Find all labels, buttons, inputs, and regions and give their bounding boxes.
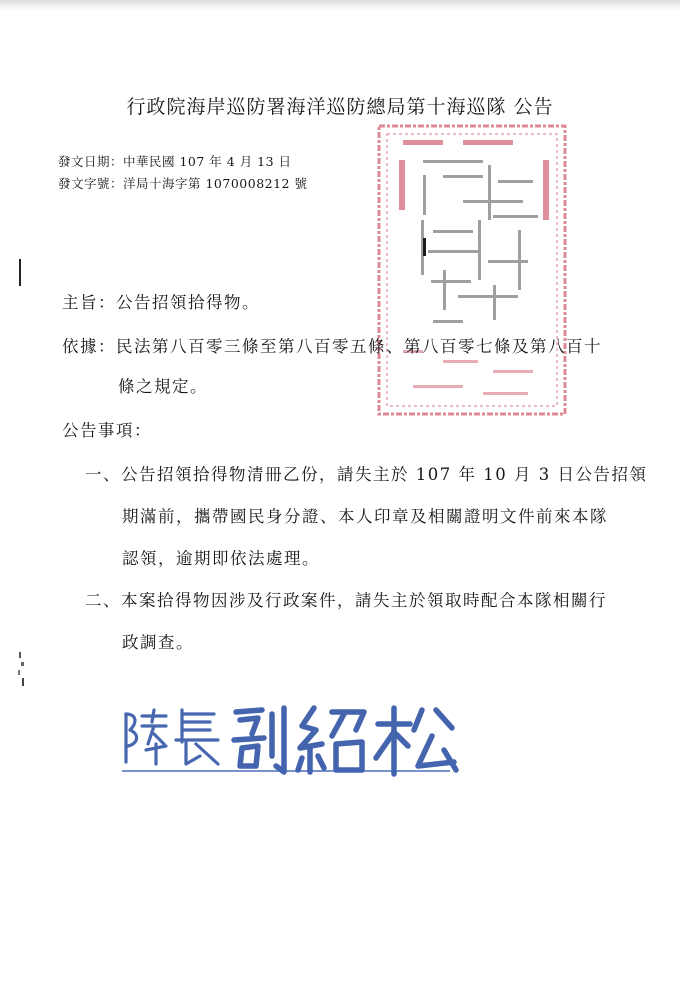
scan-specks — [16, 652, 28, 692]
subject-line: 主旨：公告招領拾得物。 — [62, 293, 260, 312]
notice-item-1-line-1: 一、公告招領拾得物清冊乙份，請失主於 107 年 10 月 3 日公告招領 — [85, 465, 648, 484]
scan-edge — [0, 0, 680, 10]
basis-line-1: 依據：民法第八百零三條至第八百零五條、第八百零七條及第八百十 — [62, 337, 602, 356]
signature-underline — [122, 770, 450, 772]
notice-item-1-line-2: 期滿前，攜帶國民身分證、本人印章及相關證明文件前來本隊 — [122, 507, 608, 526]
document-title: 行政院海岸巡防署海洋巡防總局第十海巡隊 公告 — [126, 96, 554, 118]
notice-item-2-line-1: 二、本案拾得物因涉及行政案件，請失主於領取時配合本隊相關行 — [85, 591, 607, 610]
margin-mark — [19, 259, 21, 286]
notice-item-1-line-3: 認領，逾期即依法處理。 — [122, 549, 320, 568]
issue-number: 發文字號：洋局十海字第 1070008212 號 — [58, 176, 308, 191]
notice-heading: 公告事項： — [62, 421, 152, 440]
notice-item-2-line-2: 政調查。 — [122, 633, 194, 652]
chief-signature-stamp — [118, 700, 468, 780]
issue-date: 發文日期：中華民國 107 年 4 月 13 日 — [58, 154, 292, 169]
official-seal-stamp — [373, 120, 573, 420]
basis-line-2: 條之規定。 — [118, 377, 208, 396]
